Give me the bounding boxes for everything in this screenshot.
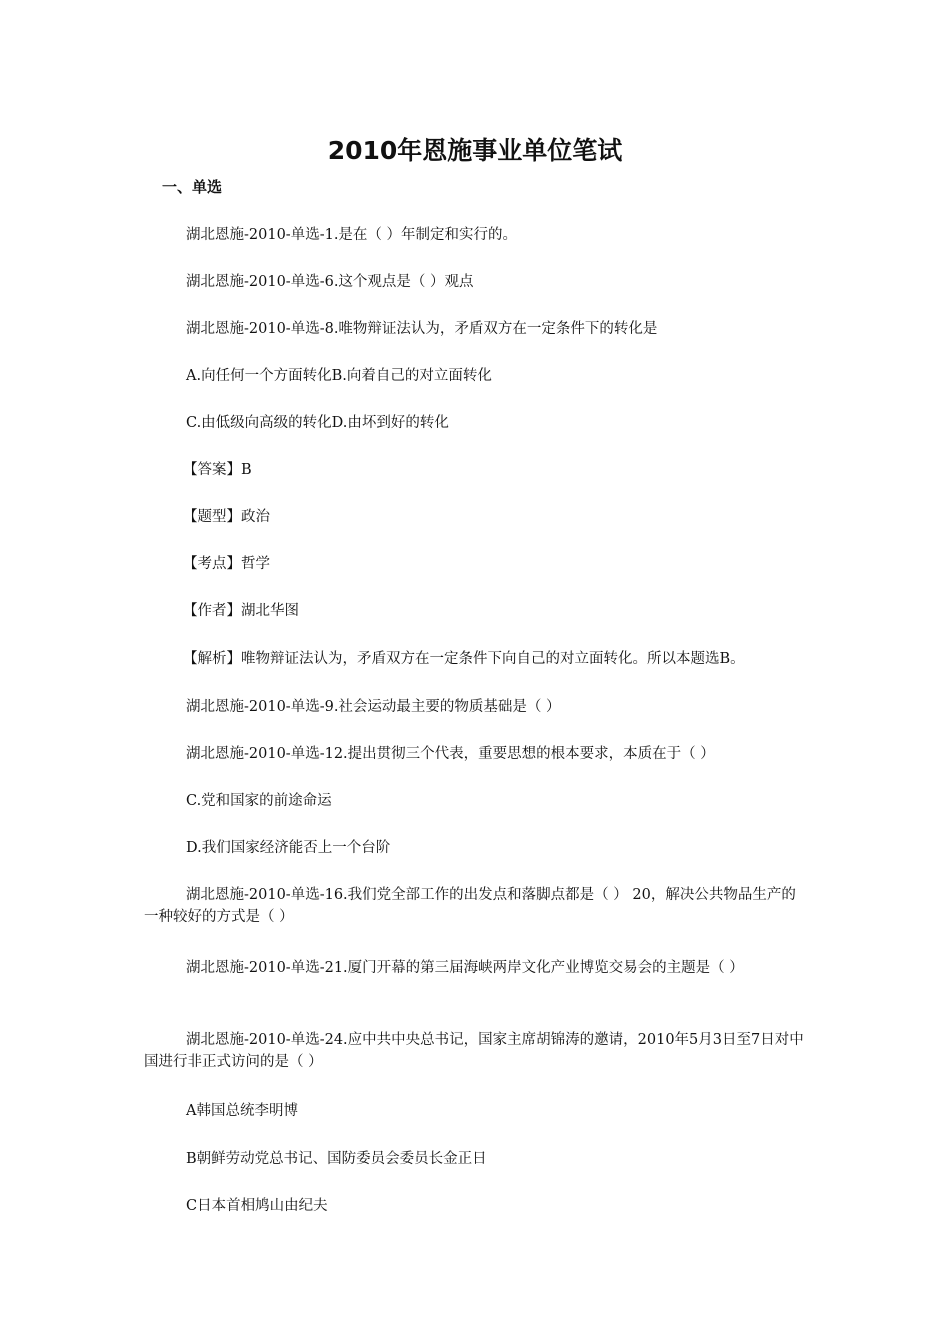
- answer-option-c: C日本首相鸠山由纪夫: [186, 1198, 328, 1214]
- option-line-ab: A.向任何一个方面转化B.向着自己的对立面转化: [186, 368, 492, 384]
- question-paragraph-21: 湖北恩施-2010-单选-21.厦门开幕的第三届海峡两岸文化产业博览交易会的主题是（ ）: [186, 960, 744, 976]
- question-line-6: 湖北恩施-2010-单选-6.这个观点是（ ）观点: [186, 274, 474, 290]
- exam-point-line: 【考点】哲学: [183, 556, 270, 572]
- answer-line: 【答案】B: [183, 462, 252, 478]
- answer-option-b: B朝鲜劳动党总书记、国防委员会委员长金正日: [186, 1151, 487, 1167]
- option-line-cd: C.由低级向高级的转化D.由坏到好的转化: [186, 415, 449, 431]
- option-line-c: C.党和国家的前途命运: [186, 793, 332, 809]
- option-line-d: D.我们国家经济能否上一个台阶: [186, 840, 391, 856]
- question-paragraph-16: 湖北恩施-2010-单选-16.我们党全部工作的出发点和落脚点都是（ ） 20，解决公共物品生产的一种较好的方式是（ ）: [144, 887, 796, 925]
- section-heading: 一、单选: [162, 178, 223, 196]
- question-line-1: 湖北恩施-2010-单选-1.是在（ ）年制定和实行的。: [186, 227, 518, 243]
- question-type-line: 【题型】政治: [183, 509, 270, 525]
- answer-option-a: A韩国总统李明博: [186, 1103, 298, 1119]
- document-title: 2010年恩施事业单位笔试: [327, 136, 623, 165]
- analysis-line: 【解析】唯物辩证法认为，矛盾双方在一定条件下向自己的对立面转化。所以本题选B。: [183, 651, 745, 667]
- question-line-12: 湖北恩施-2010-单选-12.提出贯彻三个代表，重要思想的根本要求，本质在于（ ）: [186, 746, 715, 762]
- question-line-8: 湖北恩施-2010-单选-8.唯物辩证法认为，矛盾双方在一定条件下的转化是: [186, 321, 658, 337]
- question-line-9: 湖北恩施-2010-单选-9.社会运动最主要的物质基础是（ ）: [186, 699, 561, 715]
- question-paragraph-24: 湖北恩施-2010-单选-24.应中共中央总书记，国家主席胡锦涛的邀请，2010年5月3日至7日对中国进行非正式访问的是（ ）: [144, 1032, 804, 1070]
- author-line: 【作者】湖北华图: [183, 603, 299, 619]
